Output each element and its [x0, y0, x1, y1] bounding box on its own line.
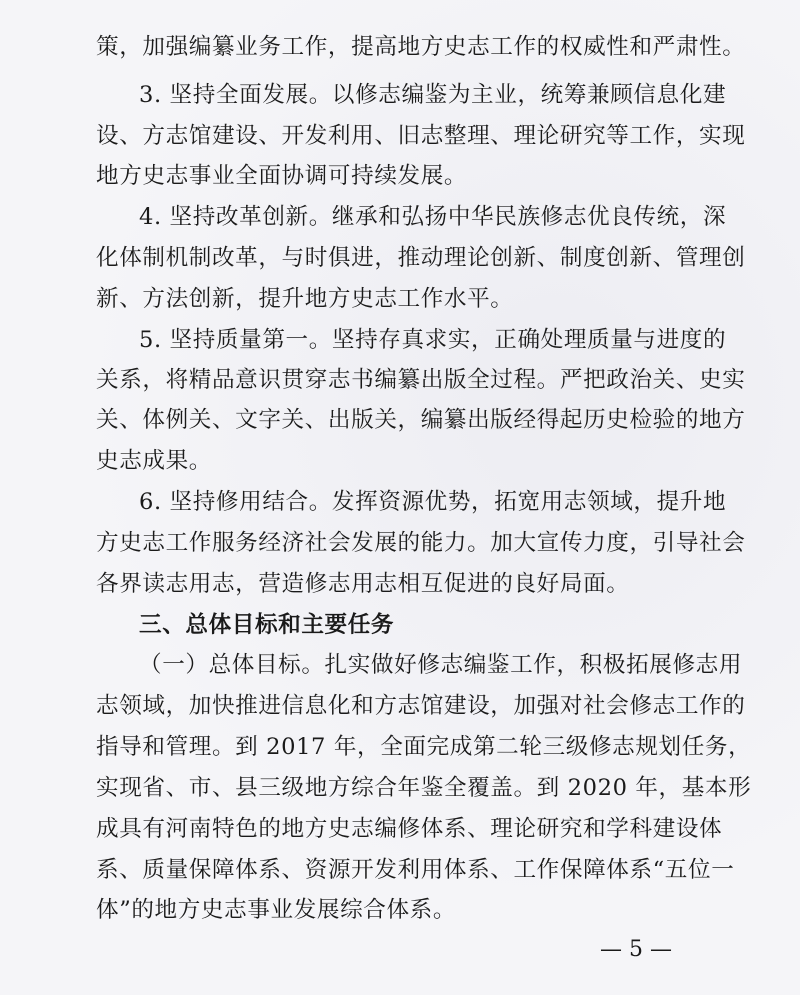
- text-line: 4. 坚持改革创新。继承和弘扬中华民族修志优良传统，深: [139, 204, 727, 230]
- text-line: 成具有河南特色的地方史志编修体系、理论研究和学科建设体: [96, 816, 723, 842]
- text-line: 6. 坚持修用结合。发挥资源优势，拓宽用志领域，提升地: [139, 489, 727, 515]
- text-line: 关系，将精品意识贯穿志书编纂出版全过程。严把政治关、史实: [96, 367, 746, 393]
- text-line: 实现省、市、县三级地方综合年鉴全覆盖。到 2020 年，基本形: [96, 775, 752, 801]
- text-line: 新、方法创新，提升地方史志工作水平。: [96, 286, 514, 312]
- text-line: （一）总体目标。扎实做好修志编鉴工作，积极拓展修志用: [139, 652, 743, 678]
- text-line: 3. 坚持全面发展。以修志编鉴为主业，统筹兼顾信息化建: [139, 82, 727, 108]
- text-line: 化体制机制改革，与时俱进，推动理论创新、制度创新、管理创: [96, 245, 746, 271]
- text-line: 地方史志事业全面协调可持续发展。: [96, 163, 468, 189]
- text-line: 体”的地方史志事业发展综合体系。: [96, 897, 457, 923]
- text-line: 关、体例关、文字关、出版关，编纂出版经得起历史检验的地方: [96, 407, 746, 433]
- text-line: 志领域，加快推进信息化和方志馆建设，加强对社会修志工作的: [96, 693, 746, 719]
- text-line: 各界读志用志，营造修志用志相互促进的良好局面。: [96, 571, 630, 597]
- text-line: 策，加强编纂业务工作，提高地方史志工作的权威性和严肃性。: [96, 34, 746, 60]
- page-number: — 5 —: [600, 937, 672, 962]
- text-line: 设、方志馆建设、开发利用、旧志整理、理论研究等工作，实现: [96, 123, 746, 149]
- text-line: 5. 坚持质量第一。坚持存真求实，正确处理质量与进度的: [139, 327, 727, 353]
- text-line: 方史志工作服务经济社会发展的能力。加大宣传力度，引导社会: [96, 530, 746, 556]
- text-line: 史志成果。: [96, 448, 212, 474]
- section-heading: 三、总体目标和主要任务: [139, 612, 395, 638]
- text-line: 指导和管理。到 2017 年，全面完成第二轮三级修志规划任务，: [96, 734, 752, 760]
- text-line: 系、质量保障体系、资源开发利用体系、工作保障体系“五位一: [96, 857, 735, 883]
